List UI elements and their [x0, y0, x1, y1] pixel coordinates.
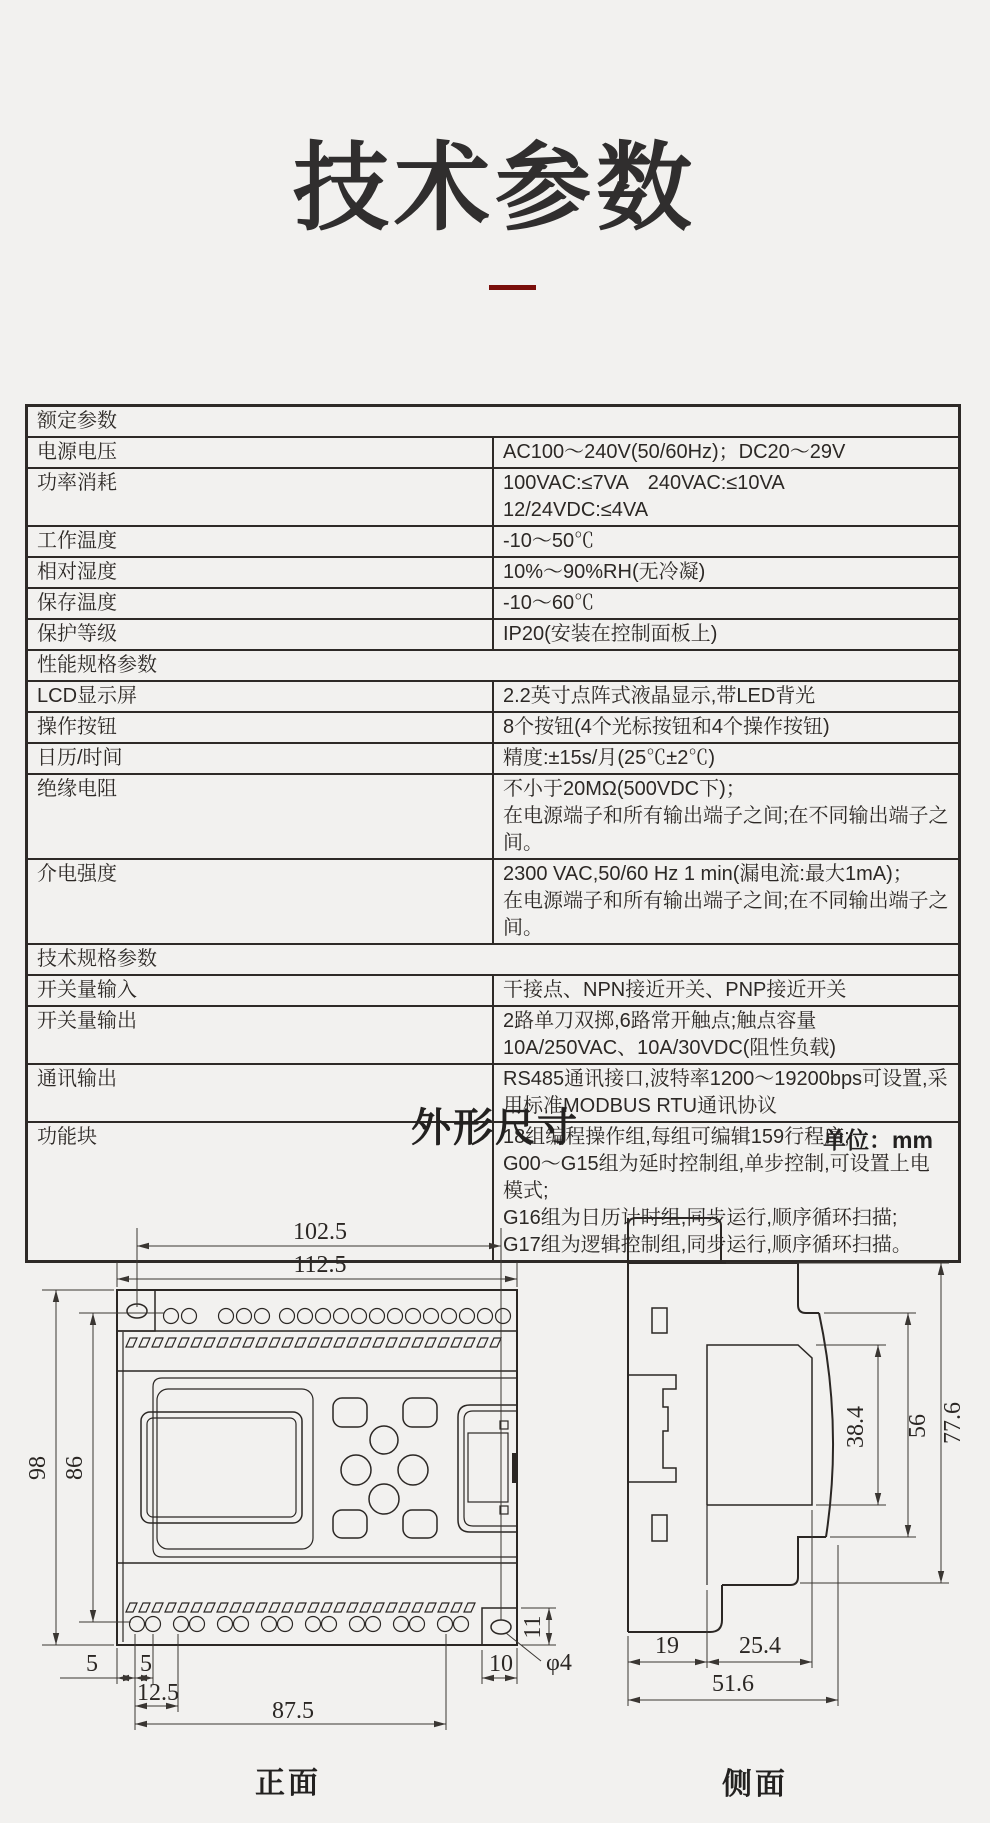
- spec-label: 介电强度: [27, 859, 494, 944]
- front-terminal-screw: [234, 1617, 249, 1632]
- front-bottom-zigzag: [126, 1603, 475, 1612]
- side-terminal-cover: [707, 1345, 812, 1505]
- front-terminal-screw: [130, 1617, 145, 1632]
- page-title: 技术参数: [293, 135, 697, 242]
- spec-row: [27, 712, 960, 743]
- front-terminal-screw: [219, 1309, 234, 1324]
- spec-row: [27, 557, 960, 588]
- front-button-cluster: [333, 1398, 437, 1538]
- dim-hole-diameter: φ4: [546, 1650, 572, 1676]
- front-terminal-screw: [334, 1309, 349, 1324]
- dim-base-total: 51.6: [712, 1671, 754, 1697]
- spec-value: 100VAC:≤7VA 240VAC:≤10VA 12/24VDC:≤4VA: [493, 468, 960, 526]
- front-button-top-left: [333, 1398, 367, 1427]
- front-button-bottom-left: [333, 1510, 367, 1538]
- front-lcd-screen: [141, 1412, 302, 1523]
- front-terminal-screw: [255, 1309, 270, 1324]
- front-terminal-screw: [322, 1617, 337, 1632]
- front-terminal-screw: [164, 1309, 179, 1324]
- side-front-bulge: [819, 1313, 833, 1537]
- dim-group-pitch: 12.5: [137, 1680, 179, 1706]
- front-terminal-screw: [278, 1617, 293, 1632]
- front-top-terminals: [164, 1309, 511, 1324]
- front-terminal-screw: [218, 1617, 233, 1632]
- spec-row: [27, 1006, 960, 1064]
- front-terminal-screw: [406, 1309, 421, 1324]
- front-terminal-screw: [306, 1617, 321, 1632]
- spec-row: [27, 437, 960, 468]
- spec-label: 通讯输出: [27, 1064, 494, 1122]
- spec-row: [27, 774, 960, 859]
- spec-row: [27, 681, 960, 712]
- front-terminal-screw: [438, 1617, 453, 1632]
- spec-value: 18组编程操作组,每组可编辑159行程序; G00～G15组为延时控制组,单步控制,可设置上电模式; G16组为日历计时组,同步运行,顺序循环扫描; G17组为逻辑控制组,同步运行,顺序循环扫描。: [493, 1122, 960, 1262]
- front-terminal-screw: [298, 1309, 313, 1324]
- side-view-label: 侧面: [722, 1768, 788, 1801]
- dim-height-total: 98: [25, 1456, 51, 1480]
- drawings-svg: [0, 1150, 990, 1823]
- spec-row: [27, 468, 960, 526]
- front-terminal-screw: [370, 1309, 385, 1324]
- front-button-down: [369, 1484, 399, 1514]
- spec-value: 2300 VAC,50/60 Hz 1 min(漏电流:最大1mA)； 在电源端子和所有输出端子之间;在不同输出端子之间。: [493, 859, 960, 944]
- front-terminal-screw: [237, 1309, 252, 1324]
- front-terminal-screw: [442, 1309, 457, 1324]
- spec-value: 8个按钮(4个光标按钮和4个操作按钮): [493, 712, 960, 743]
- front-terminal-screw: [410, 1617, 425, 1632]
- front-button-up: [370, 1426, 398, 1454]
- spec-row: [27, 526, 960, 557]
- spec-row: [27, 975, 960, 1006]
- spec-label: 操作按钮: [27, 712, 494, 743]
- spec-value: 2.2英寸点阵式液晶显示,带LED背光: [493, 681, 960, 712]
- front-terminal-screw: [182, 1309, 197, 1324]
- spec-value: 不小于20MΩ(500VDC下)； 在电源端子和所有输出端子之间;在不同输出端子之间。: [493, 774, 960, 859]
- front-terminal-screw: [146, 1617, 161, 1632]
- side-detail-slot-bottom: [652, 1515, 667, 1541]
- front-terminal-screw: [496, 1309, 511, 1324]
- front-bottom-terminals: [130, 1617, 469, 1632]
- spec-section-label: 性能规格参数: [27, 650, 960, 681]
- front-terminal-screw: [424, 1309, 439, 1324]
- front-terminal-screw: [174, 1617, 189, 1632]
- side-view-drawing: [628, 1218, 966, 1706]
- spec-label: 日历/时间: [27, 743, 494, 774]
- dim-total-depth: 77.6: [940, 1402, 966, 1444]
- spec-section-label: 技术规格参数: [27, 944, 960, 975]
- front-terminal-screw: [350, 1617, 365, 1632]
- dim-edge-margin: 5: [86, 1651, 98, 1677]
- spec-label: 电源电压: [27, 437, 494, 468]
- spec-value: 10%～90%RH(无冷凝): [493, 557, 960, 588]
- unit-label: 单位：mm: [823, 1127, 933, 1153]
- title-accent-dash: [489, 285, 536, 290]
- dim-base-front: 25.4: [739, 1633, 781, 1659]
- dim-cover-depth: 38.4: [843, 1406, 869, 1448]
- front-lcd-screen-inner: [147, 1418, 296, 1517]
- dim-width-total: 112.5: [293, 1252, 347, 1278]
- front-terminal-screw: [388, 1309, 403, 1324]
- front-view-drawing: [25, 1219, 572, 1730]
- spec-row: [27, 619, 960, 650]
- spec-label: 相对湿度: [27, 557, 494, 588]
- dim-terminal-span: 87.5: [272, 1698, 314, 1724]
- spec-label: LCD显示屏: [27, 681, 494, 712]
- spec-section-row: [27, 650, 960, 681]
- dim-width-holes: 102.5: [293, 1219, 347, 1245]
- front-terminal-screw: [316, 1309, 331, 1324]
- dim-body-depth: 56: [905, 1414, 931, 1438]
- spec-row: [27, 743, 960, 774]
- spec-label: 开关量输出: [27, 1006, 494, 1064]
- front-terminal-screw: [366, 1617, 381, 1632]
- front-lcd-frame: [157, 1389, 313, 1549]
- front-button-top-right: [403, 1398, 437, 1427]
- front-terminal-screw: [454, 1617, 469, 1632]
- dim-ear-height: 11: [520, 1615, 546, 1639]
- spec-label: 开关量输入: [27, 975, 494, 1006]
- front-terminal-screw: [394, 1617, 409, 1632]
- spec-label: 保存温度: [27, 588, 494, 619]
- dim-ear-width: 10: [489, 1651, 513, 1677]
- spec-label: 工作温度: [27, 526, 494, 557]
- spec-section-label: 额定参数: [27, 406, 960, 438]
- spec-value: 干接点、NPN接近开关、PNP接近开关: [493, 975, 960, 1006]
- spec-row: [27, 859, 960, 944]
- front-bottom-mounting-hole: [491, 1620, 511, 1634]
- spec-label: 功能块: [27, 1122, 494, 1262]
- dim-base-back: 19: [655, 1633, 679, 1659]
- front-terminal-screw: [352, 1309, 367, 1324]
- spec-label: 保护等级: [27, 619, 494, 650]
- front-terminal-screw: [460, 1309, 475, 1324]
- front-terminal-screw: [262, 1617, 277, 1632]
- front-button-right: [398, 1455, 428, 1485]
- spec-label: 绝缘电阻: [27, 774, 494, 859]
- spec-value: 2路单刀双掷,6路常开触点;触点容量10A/250VAC、10A/30VDC(阻性负载): [493, 1006, 960, 1064]
- dimensions-heading: 外形尺寸: [411, 1106, 579, 1150]
- spec-value: IP20(安装在控制面板上): [493, 619, 960, 650]
- spec-section-row: [27, 944, 960, 975]
- side-detail-slot-top: [652, 1308, 667, 1333]
- front-terminal-screw: [478, 1309, 493, 1324]
- front-button-left: [341, 1455, 371, 1485]
- dim-terminal-pitch: 5: [140, 1651, 152, 1677]
- side-top-block: [628, 1218, 721, 1263]
- dim-height-holes: 86: [62, 1456, 88, 1480]
- spec-value: -10～50℃: [493, 526, 960, 557]
- side-din-clip: [628, 1375, 676, 1482]
- front-top-zigzag: [126, 1338, 501, 1347]
- spec-section-row: [27, 406, 960, 438]
- front-bottom-mounting-ear: [482, 1608, 517, 1645]
- front-top-mounting-ear: [117, 1290, 155, 1331]
- front-view-label: 正面: [255, 1767, 321, 1800]
- spec-value: RS485通讯接口,波特率1200～19200bps可设置,采用标准MODBUS RTU通讯协议: [493, 1064, 960, 1122]
- spec-row: [27, 588, 960, 619]
- spec-value: -10～60℃: [493, 588, 960, 619]
- spec-value: 精度:±15s/月(25℃±2℃): [493, 743, 960, 774]
- spec-label: 功率消耗: [27, 468, 494, 526]
- spec-value: AC100～240V(50/60Hz)；DC20～29V: [493, 437, 960, 468]
- front-terminal-screw: [280, 1309, 295, 1324]
- front-connector: [458, 1405, 518, 1532]
- front-terminal-screw: [190, 1617, 205, 1632]
- front-button-bottom-right: [403, 1510, 437, 1538]
